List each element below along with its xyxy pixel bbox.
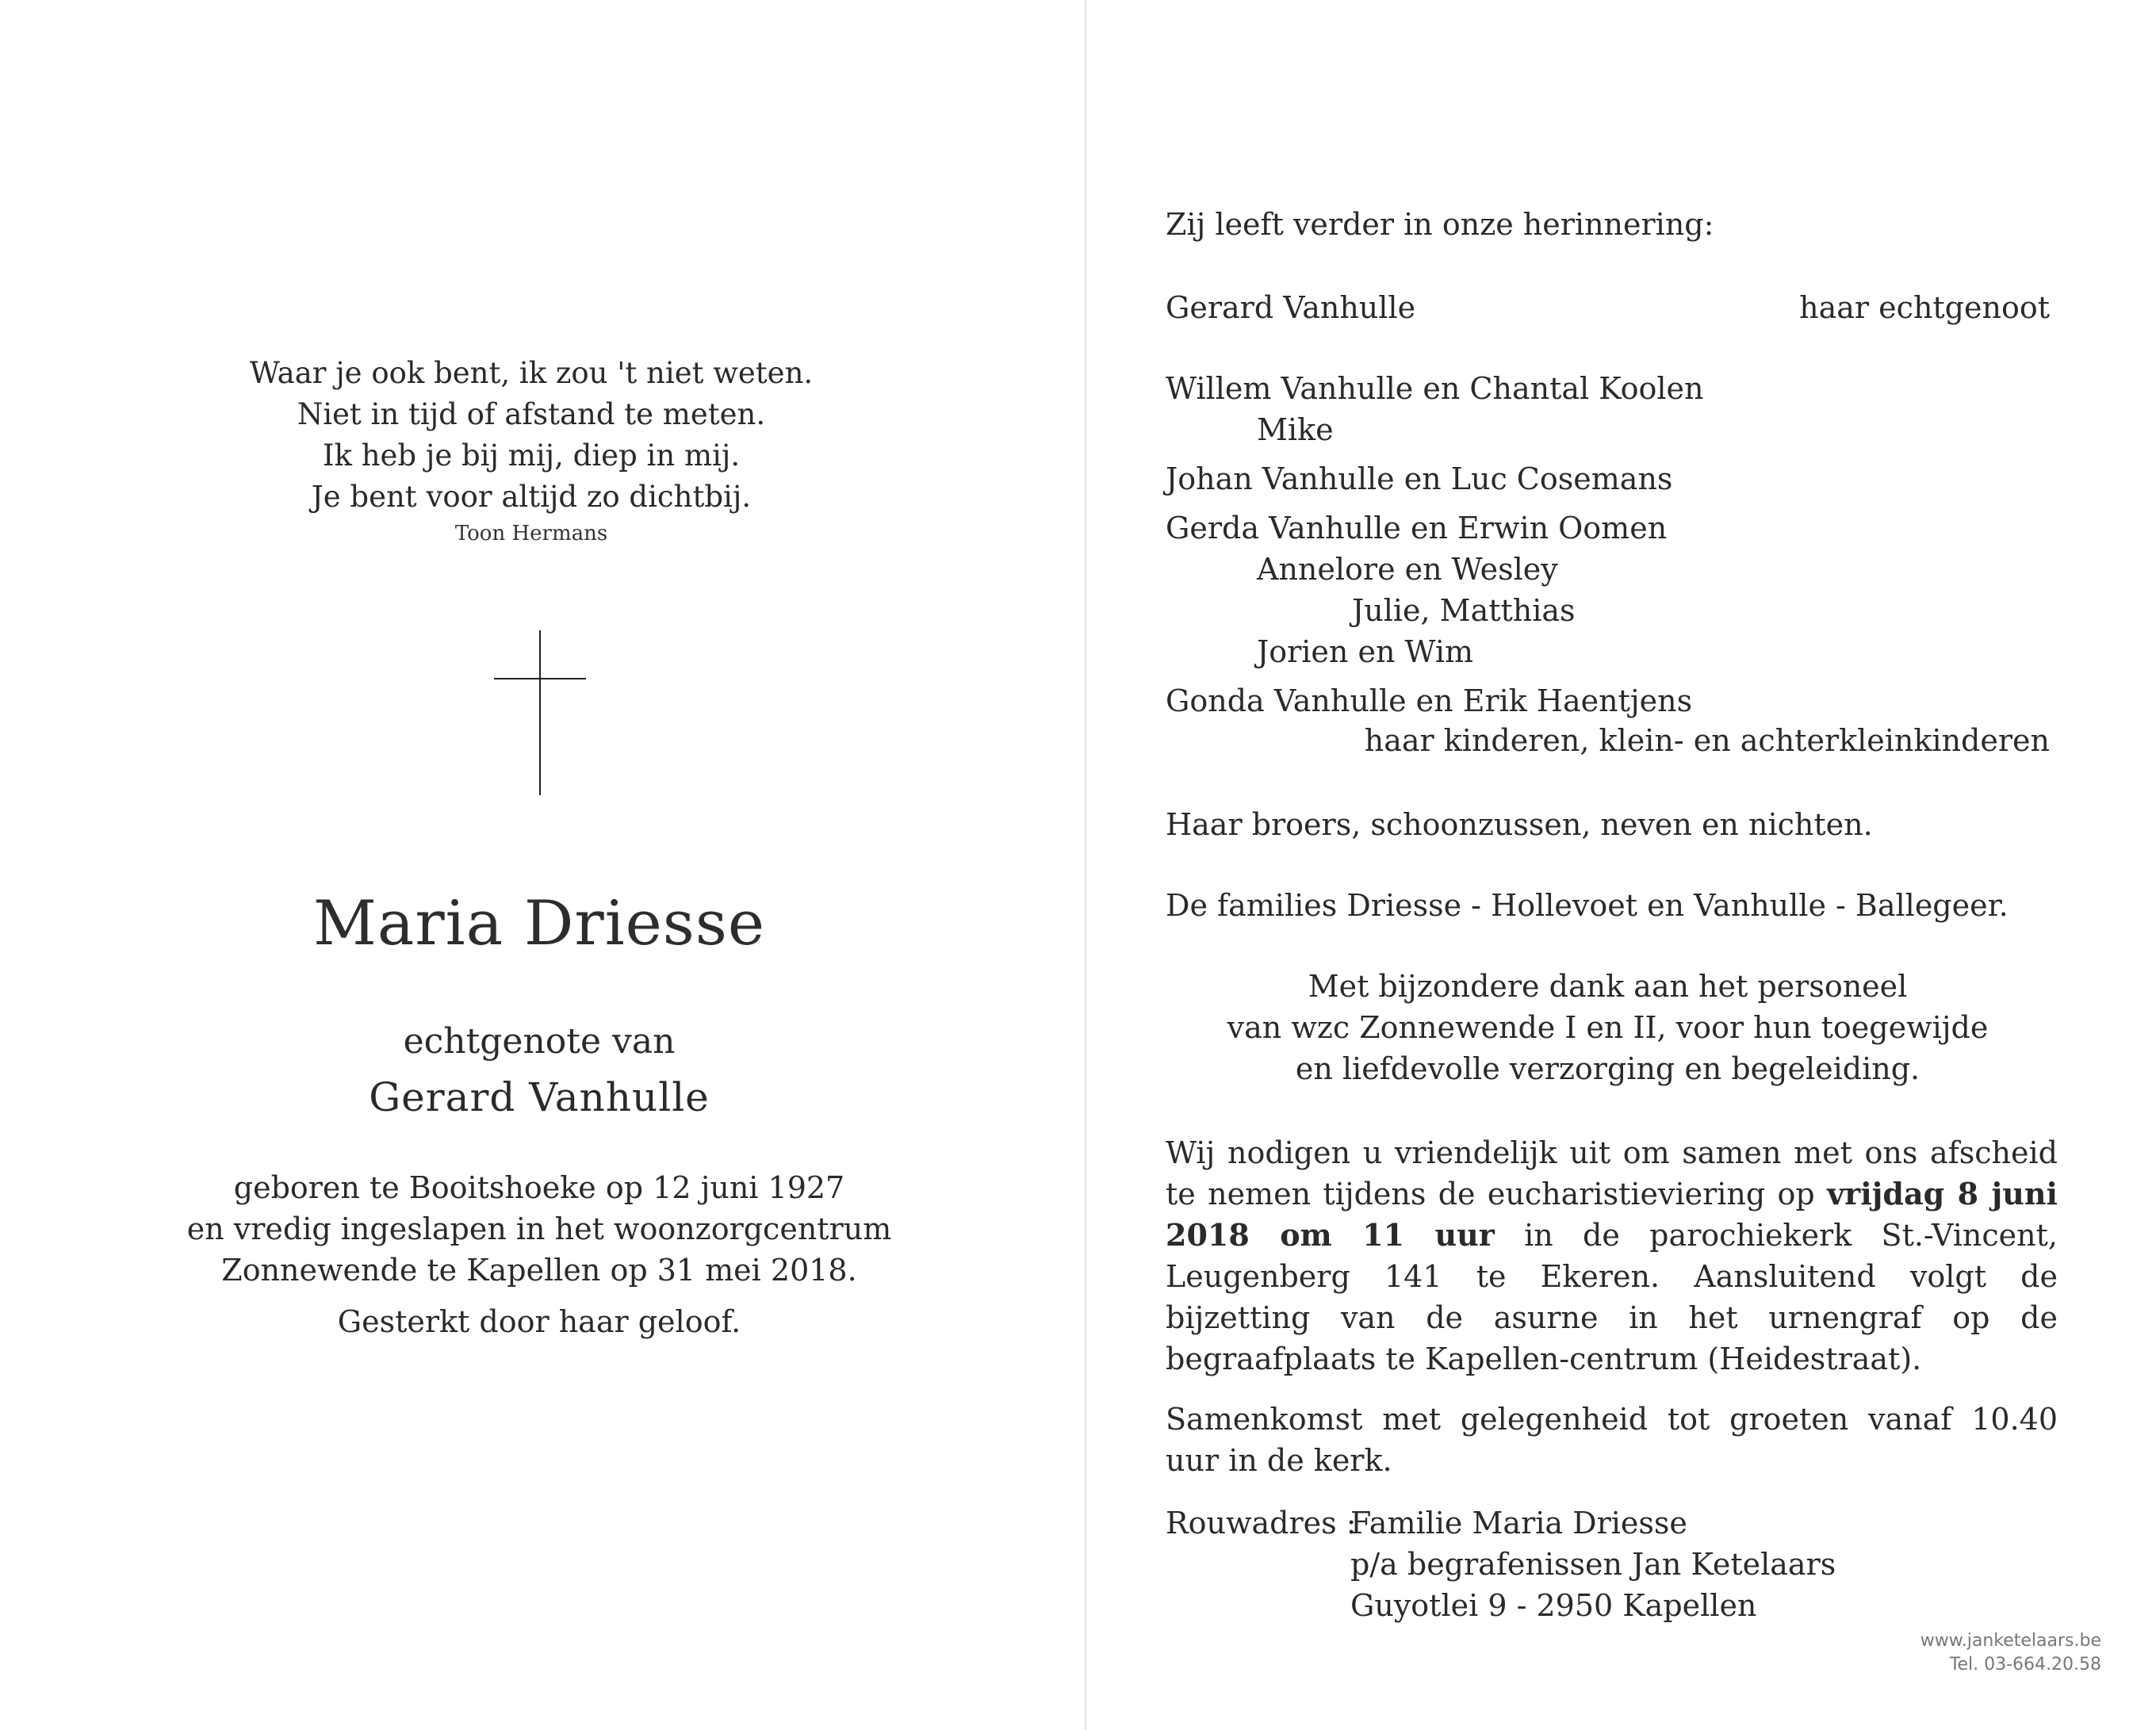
birth-line: en vredig ingeslapen in het woonzorgcentrum <box>186 1211 892 1246</box>
remembrance-intro: Zij leeft verder in onze herinnering: <box>1166 207 1714 242</box>
spouse-name: Gerard Vanhulle <box>369 1074 710 1120</box>
family-line: Willem Vanhulle en Chantal Koolen <box>1166 371 1704 406</box>
family-line: Mike <box>1257 412 1334 447</box>
poem-line: Je bent voor altijd zo dichtbij. <box>311 480 752 514</box>
family-line: Jorien en Wim <box>1257 634 1474 669</box>
thanks-line: Met bijzondere dank aan het personeel <box>1308 969 1908 1004</box>
thanks-line: van wzc Zonnewende I en II, voor hun toegewijde <box>1227 1010 1989 1045</box>
family-line: Julie, Matthias <box>1352 593 1576 628</box>
family-line: Gonda Vanhulle en Erik Haentjens <box>1166 683 1693 718</box>
birth-line: geboren te Booitshoeke op 12 juni 1927 <box>233 1170 845 1205</box>
poem <box>222 353 841 518</box>
birth-line: Zonnewende te Kapellen op 31 mei 2018. <box>221 1253 857 1288</box>
spouse-entry-name: Gerard Vanhulle <box>1166 290 1416 325</box>
spouse-entry-relation: haar echtgenoot <box>1799 290 2050 325</box>
address-line: Guyotlei 9 - 2950 Kapellen <box>1350 1588 1757 1623</box>
footer-phone: Tel. 03-664.20.58 <box>1949 1655 2101 1675</box>
invitation-date: vrijdag 8 juni 2018 om 11 uur <box>1166 1176 2058 1253</box>
family-line: Gerda Vanhulle en Erwin Oomen <box>1166 511 1668 545</box>
meeting-note: Samenkomst met gelegenheid tot groeten vanaf 10.40 uur in de kerk. <box>1166 1402 2058 1478</box>
poem-line: Niet in tijd of afstand te meten. <box>297 397 766 431</box>
address-line: p/a begrafenissen Jan Ketelaars <box>1350 1547 1836 1582</box>
invitation-text: in de parochiekerk St.-Vincent, Leugenberg 141 te Ekeren. Aansluitend volgt de bijzetting van de asurne in het urnengraf op de begraafplaats te Kapellen-centrum (Heidestraat). <box>1166 1218 2058 1376</box>
poem-line: Waar je ook bent, ik zou 't niet weten. <box>249 356 814 390</box>
thanks-line: en liefdevolle verzorging en begeleiding. <box>1295 1051 1920 1086</box>
cross-icon <box>494 630 586 795</box>
family-summary: haar kinderen, klein- en achterkleinkinderen <box>1364 723 2050 758</box>
deceased-name: Maria Driesse <box>312 888 766 959</box>
funeral-home-footer <box>1824 1629 2101 1677</box>
poem-line: Ik heb je bij mij, diep in mij. <box>322 438 741 473</box>
poem-author: Toon Hermans <box>454 522 608 545</box>
footer-website: www.janketelaars.be <box>1920 1631 2101 1651</box>
address-line: Familie Maria Driesse <box>1350 1506 1687 1541</box>
siblings-line: Haar broers, schoonzussen, neven en nichten. <box>1166 807 1873 842</box>
families-line: De families Driesse - Hollevoet en Vanhulle - Ballegeer. <box>1166 888 2009 923</box>
address-block <box>1350 1502 1836 1626</box>
family-line: Annelore en Wesley <box>1257 552 1558 587</box>
spouse-label: echtgenote van <box>403 1021 676 1062</box>
faith-line: Gesterkt door haar geloof. <box>337 1304 741 1339</box>
address-label: Rouwadres : <box>1166 1506 1357 1541</box>
thanks-note <box>1166 966 2050 1089</box>
invitation-paragraph <box>1166 1132 2058 1380</box>
family-line: Johan Vanhulle en Luc Cosemans <box>1166 461 1673 496</box>
birth-death-details <box>159 1167 920 1291</box>
invitation-text: Wij nodigen u vriendelijk uit om samen met ons afscheid te nemen tijdens de eucharistieviering op <box>1166 1135 2058 1211</box>
page-fold-line <box>1085 0 1086 1730</box>
